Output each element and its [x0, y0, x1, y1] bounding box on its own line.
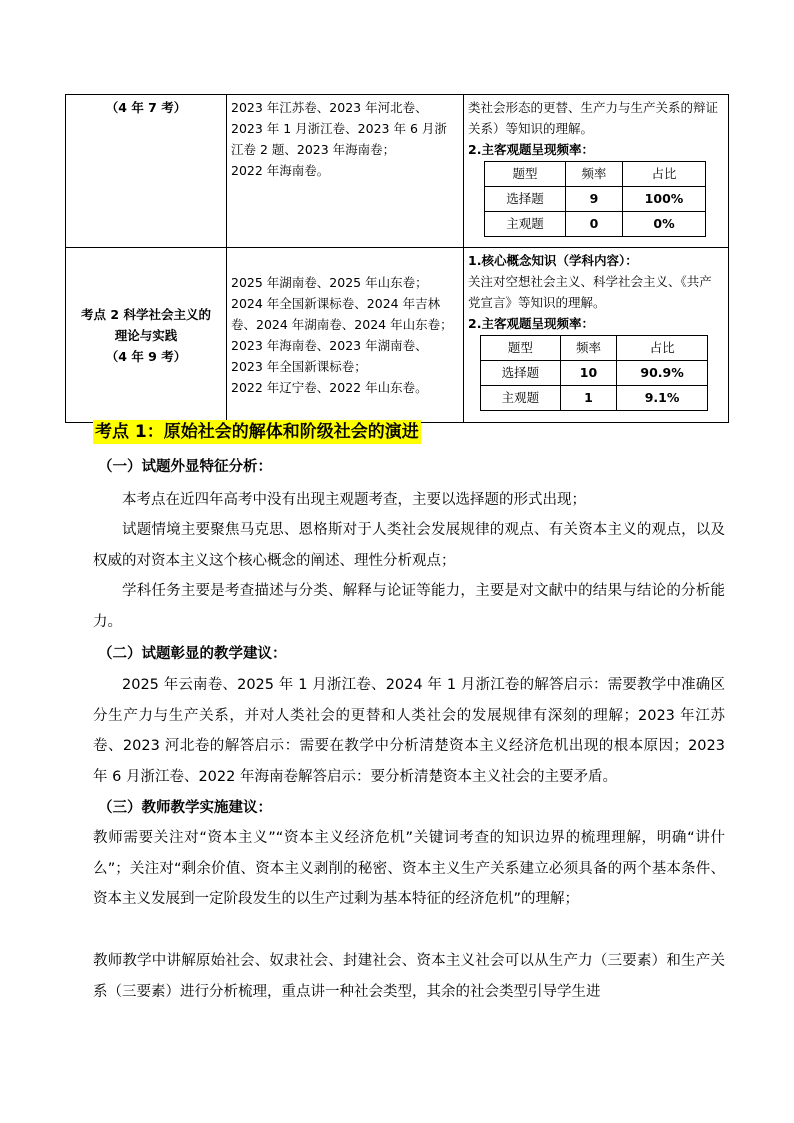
table-row	[481, 386, 708, 411]
header-type: 题型	[485, 162, 566, 187]
table-row	[485, 187, 706, 212]
frequency-title: 2.主客观题呈现频率：	[468, 316, 594, 331]
table-row	[485, 212, 706, 237]
core-concept-title: 1.核心概念知识（学科内容）：	[468, 253, 638, 268]
header-ratio: 占比	[617, 336, 708, 361]
frequency-table	[480, 335, 708, 411]
exam-papers-list: 2023 年江苏卷、2023 年河北卷、2023 年 1 月浙江卷、2023 年 6 月浙江卷 2 题、2023 年海南卷； 2022 年海南卷。	[231, 100, 447, 178]
cell-ratio: 100%	[622, 187, 705, 212]
exam-papers-list: 2025 年湖南卷、2025 年山东卷； 2024 年全国新课标卷、2024 年吉林卷、2024 年湖南卷、2024 年山东卷； 2023 年海南卷、2023 年湖南卷、2023 年全国新课标卷； 2022 年辽宁卷、2022 年山东卷。	[231, 275, 453, 395]
core-concept-text: 关注对空想社会主义、科学社会主义、《共产党宣言》等知识的理解。	[468, 274, 712, 310]
exam-count: （4 年 7 考）	[105, 100, 187, 115]
subsection-heading-1: （一）试题外显特征分析：	[98, 459, 272, 475]
exam-count-cell	[66, 95, 227, 248]
table-row	[66, 95, 729, 248]
paragraph: 试题情境主要聚焦马克思、恩格斯对于人类社会发展规律的观点、有关资本主义的观点，以及权威的对资本主义这个核心概念的阐述、理性分析观点；	[93, 522, 725, 569]
cell-ratio: 9.1%	[617, 386, 708, 411]
cell-ratio: 90.9%	[617, 361, 708, 386]
frequency-table	[484, 161, 706, 237]
header-type: 题型	[481, 336, 561, 361]
exam-papers-cell	[227, 248, 464, 423]
exam-point-title-cont: 理论与实践	[114, 327, 178, 343]
cell-frequency: 1	[560, 386, 616, 411]
analysis-cell	[464, 248, 729, 423]
cell-type: 主观题	[485, 212, 566, 237]
cell-type: 主观题	[481, 386, 561, 411]
cell-frequency: 10	[560, 361, 616, 386]
exam-point-table	[65, 94, 729, 423]
cell-ratio: 0%	[622, 212, 705, 237]
paragraph: 学科任务主要是考查描述与分类、解释与论证等能力，主要是对文献中的结果与结论的分析能力。	[93, 583, 725, 630]
subsection-heading-2: （二）试题彰显的教学建议：	[98, 646, 287, 662]
analysis-cell	[464, 95, 729, 248]
cell-type: 选择题	[481, 361, 561, 386]
header-frequency: 频率	[560, 336, 616, 361]
exam-count: （4 年 9 考）	[105, 348, 187, 364]
frequency-title: 2.主客观题呈现频率：	[468, 142, 594, 157]
exam-point-title: 考点 2 科学社会主义的	[81, 306, 211, 322]
table-row	[66, 248, 729, 423]
knowledge-text: 类社会形态的更替、生产力与生产关系的辩证关系）等知识的理解。	[468, 100, 719, 136]
header-ratio: 占比	[622, 162, 705, 187]
cell-type: 选择题	[485, 187, 566, 212]
exam-papers-cell	[227, 95, 464, 248]
frequency-header-row	[481, 336, 708, 361]
section-heading: 考点 1：原始社会的解体和阶级社会的演进	[95, 422, 419, 442]
exam-point-cell	[66, 248, 227, 423]
table-row	[481, 361, 708, 386]
frequency-header-row	[485, 162, 706, 187]
cell-frequency: 0	[565, 212, 622, 237]
paragraph: 教师需要关注对“资本主义”“资本主义经济危机”关键词考查的知识边界的梳理理解，明确“讲什么”；关注对“剩余价值、资本主义剥削的秘密、资本主义生产关系建立必须具备的两个基本条件、资本主义发展到一定阶段发生的以生产过剩为基本特征的经济危机”的理解；	[93, 830, 725, 907]
paragraph: 教师教学中讲解原始社会、奴隶社会、封建社会、资本主义社会可以从生产力（三要素）和生产关系（三要素）进行分析梳理，重点讲一种社会类型，其余的社会类型引导学生进	[93, 953, 725, 1000]
paragraph: 本考点在近四年高考中没有出现主观题考查，主要以选择题的形式出现；	[122, 492, 586, 508]
cell-frequency: 9	[565, 187, 622, 212]
paragraph: 2025 年云南卷、2025 年 1 月浙江卷、2024 年 1 月浙江卷的解答启示：需要教学中准确区分生产力与生产关系，并对人类社会的更替和人类社会的发展规律有深刻的理解；2023 年江苏卷、2023 河北卷的解答启示：需要在教学中分析清楚资本主义经济危机出现的根本原因；2023 年 6 月浙江卷、2022 年海南卷解答启示：要分析清楚资本主义社会的主要矛盾。	[93, 677, 725, 785]
header-frequency: 频率	[565, 162, 622, 187]
subsection-heading-3: （三）教师教学实施建议：	[98, 800, 272, 816]
